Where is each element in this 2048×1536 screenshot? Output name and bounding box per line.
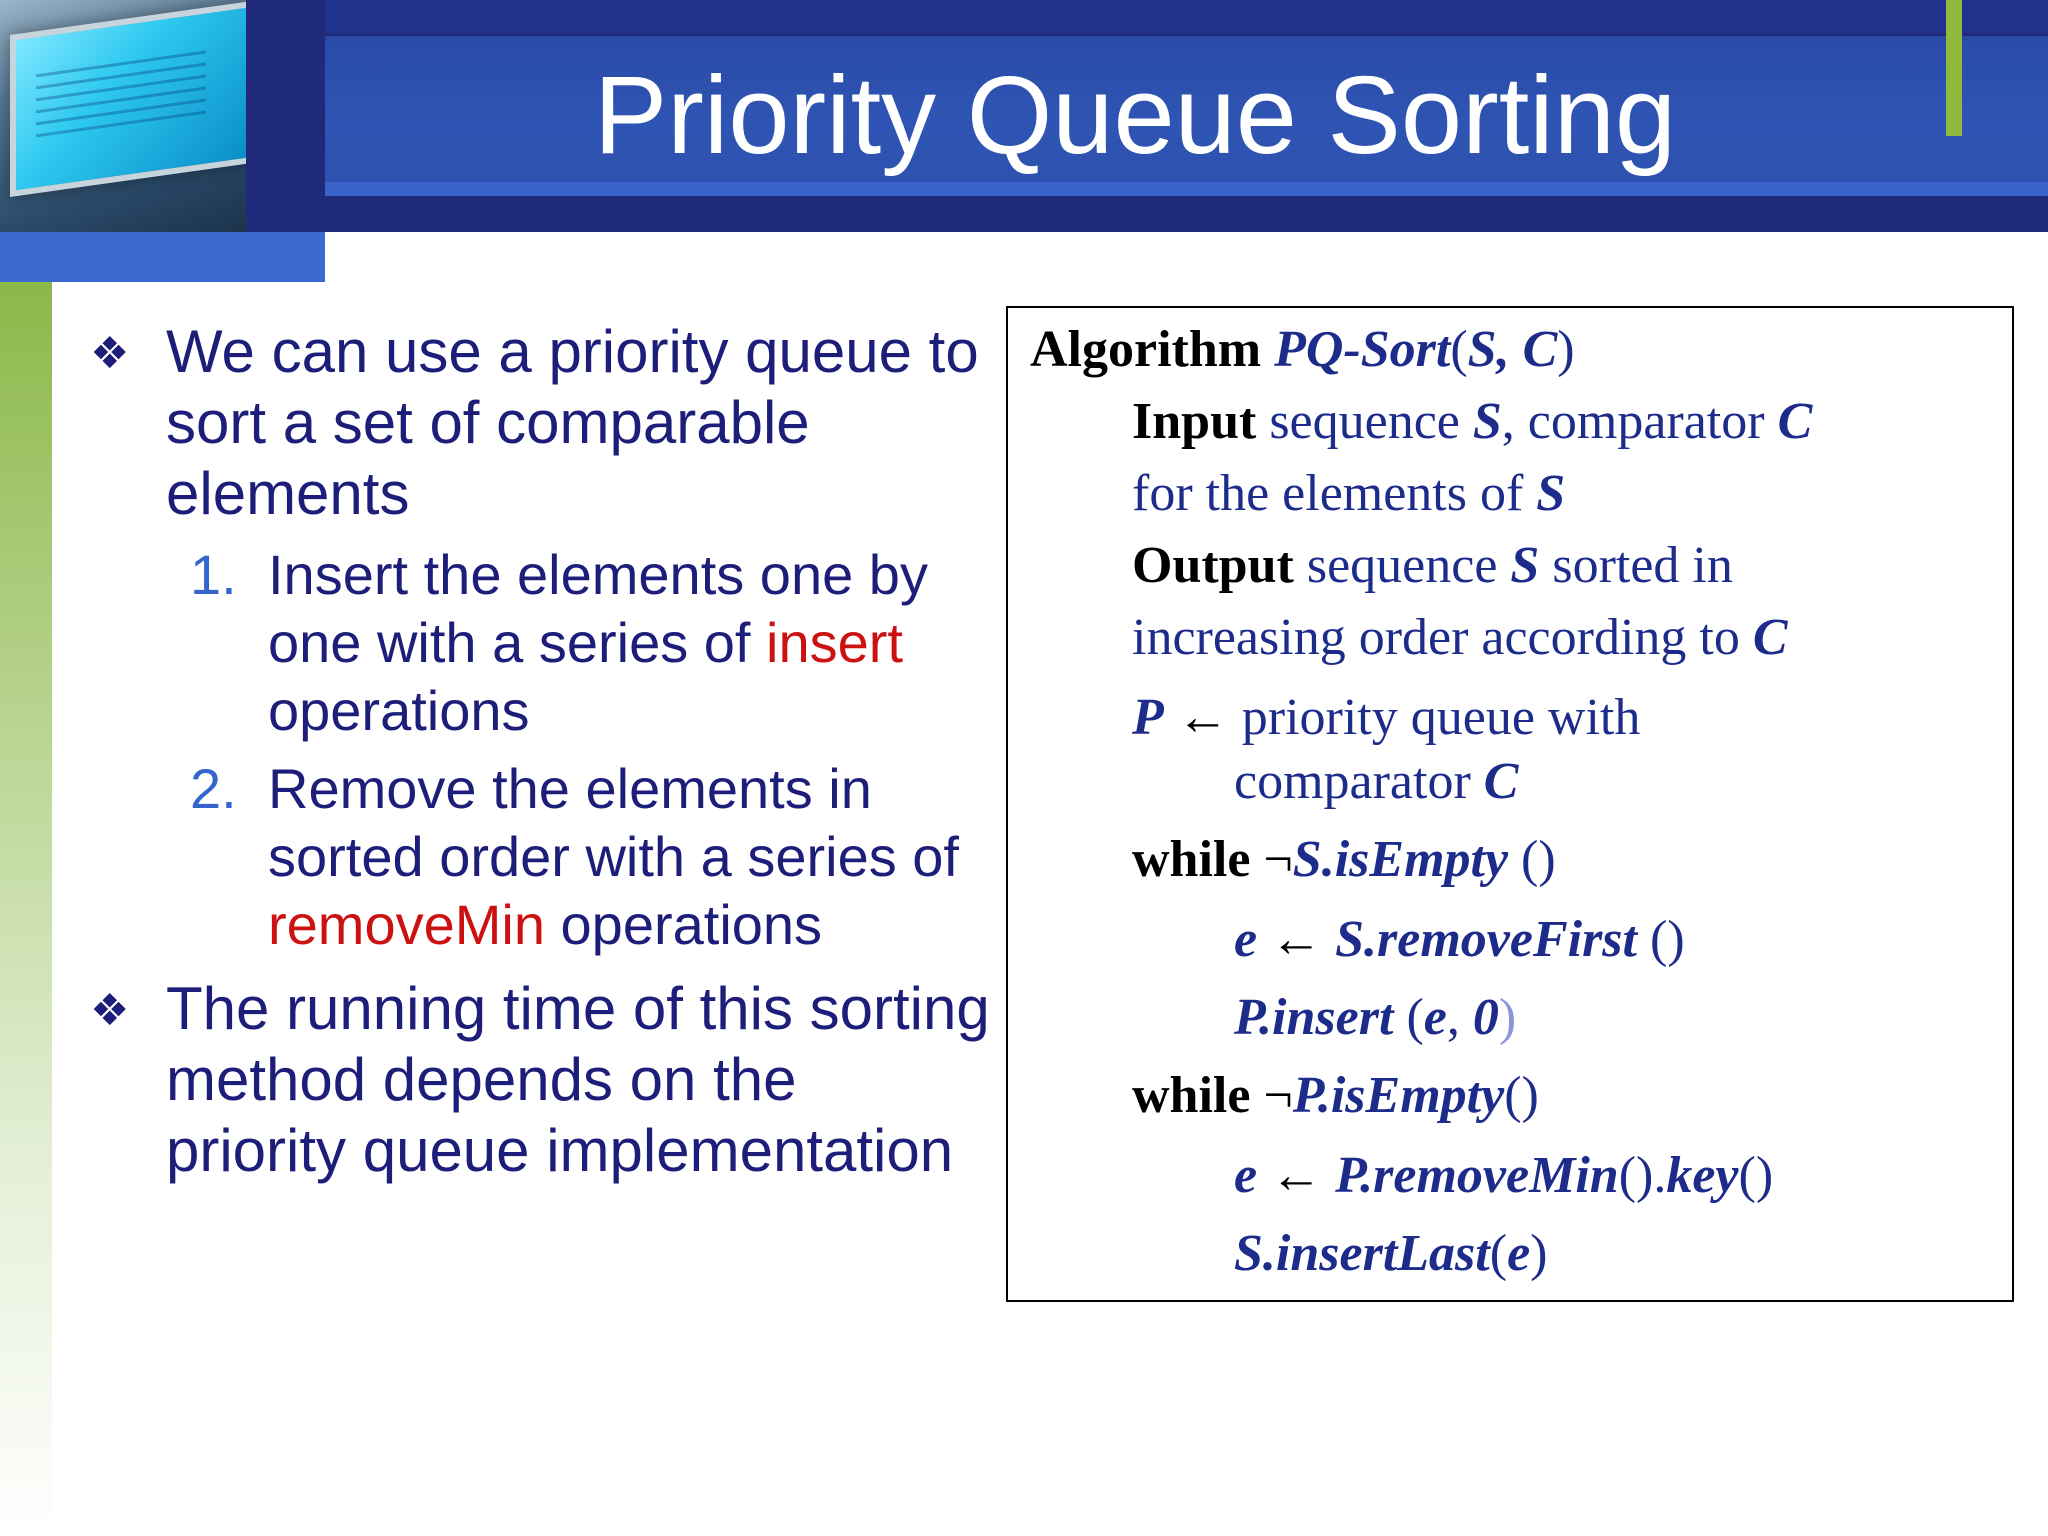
- step-item: [90, 541, 990, 745]
- paren: ().: [1618, 1147, 1667, 1204]
- bullet-text: The running time of this sorting method depends on the priority queue implementation: [166, 975, 990, 1184]
- numbered-steps: [90, 541, 990, 959]
- diamond-bullet-icon: ❖: [90, 985, 130, 1036]
- step-number: 2.: [190, 757, 237, 820]
- code-expr: S.isEmpty: [1292, 831, 1509, 888]
- pq-assign-line: [1132, 686, 1640, 750]
- output-line: [1132, 534, 1733, 598]
- remove-first-line: [1234, 908, 1685, 972]
- keyword-algorithm: Algorithm: [1030, 321, 1262, 378]
- step-text: Remove the elements in sorted order with a series of: [268, 757, 959, 888]
- keyword-output: Output: [1132, 537, 1294, 594]
- keyword-while: while: [1132, 1067, 1251, 1124]
- not-symbol: ¬: [1263, 1067, 1293, 1124]
- pq-assign-line-cont: [1234, 750, 1518, 814]
- paren: ): [1530, 1225, 1548, 1282]
- code-expr: S.insertLast: [1234, 1225, 1490, 1282]
- var-c: C: [1777, 393, 1813, 450]
- header-top-stripe: [325, 0, 2048, 33]
- var-c: C: [1752, 609, 1788, 666]
- var-e: e: [1234, 911, 1258, 968]
- left-gradient-stripe: [0, 282, 52, 1536]
- assign-arrow-icon: ←: [1270, 1147, 1323, 1204]
- step-number: 1.: [190, 543, 237, 606]
- assign-arrow-icon: ←: [1176, 689, 1229, 746]
- input-line: [1132, 390, 1812, 454]
- code-expr: P.removeMin: [1335, 1147, 1619, 1204]
- slide-title: Priority Queue Sorting: [593, 54, 1677, 177]
- code-expr: S.removeFirst: [1335, 911, 1637, 968]
- step-text-end: operations: [268, 679, 530, 742]
- paren: (): [1738, 1147, 1774, 1204]
- header-tab-accent: [0, 232, 325, 282]
- comma: ,: [1446, 989, 1473, 1046]
- monitor-screen-graphic: [10, 1, 252, 197]
- keyword-input: Input: [1132, 393, 1257, 450]
- var-e: e: [1234, 1147, 1258, 1204]
- var-s: S: [1472, 393, 1502, 450]
- code-expr: P.insert: [1234, 989, 1394, 1046]
- var-s: S: [1536, 465, 1566, 522]
- bullet-text: We can use a priority queue to sort a set of comparable elements: [166, 318, 979, 527]
- var-c: C: [1483, 753, 1519, 810]
- paren: (): [1637, 911, 1685, 968]
- paren: (: [1450, 321, 1468, 378]
- var-p: P: [1132, 689, 1164, 746]
- code-text: priority queue with: [1241, 689, 1641, 746]
- algorithm-box: [1006, 306, 2014, 1302]
- paren: (: [1489, 1225, 1508, 1282]
- step-highlight: removeMin: [268, 893, 545, 956]
- code-text: sorted in: [1552, 537, 1733, 594]
- step-text-end: operations: [560, 893, 823, 956]
- step-item: [90, 755, 990, 959]
- paren: ): [1498, 989, 1517, 1046]
- var-e: e: [1423, 989, 1447, 1046]
- while-line-2: [1132, 1064, 1539, 1128]
- insert-last-line: [1234, 1222, 1547, 1286]
- computer-monitor-image: [0, 0, 278, 232]
- paren: (): [1508, 831, 1556, 888]
- accent-green-bar: [1946, 0, 1962, 136]
- code-text: sequence: [1269, 393, 1460, 450]
- algorithm-name: PQ-Sort: [1274, 321, 1451, 378]
- diamond-bullet-icon: ❖: [90, 328, 130, 379]
- paren: (: [1393, 989, 1424, 1046]
- code-text: increasing order according to: [1132, 609, 1740, 666]
- code-value: 0: [1472, 989, 1499, 1046]
- while-line-1: [1132, 828, 1556, 892]
- keyword-while: while: [1132, 831, 1251, 888]
- code-text: for the elements of: [1132, 465, 1524, 522]
- bullet-item: [90, 316, 990, 529]
- bullet-list: [90, 316, 990, 1186]
- step-text: Insert the elements one by one with a series of: [268, 543, 928, 674]
- algorithm-header: [1030, 318, 1575, 382]
- output-line-cont: [1132, 606, 1788, 670]
- var-s: S: [1510, 537, 1540, 594]
- var-e: e: [1507, 1225, 1531, 1282]
- bullet-item: [90, 973, 990, 1186]
- pq-insert-line: [1234, 986, 1516, 1050]
- code-text: sequence: [1306, 537, 1498, 594]
- paren: ): [1557, 321, 1575, 378]
- paren: (): [1504, 1067, 1539, 1124]
- code-expr: key: [1666, 1147, 1739, 1204]
- code-text: comparator: [1234, 753, 1471, 810]
- algorithm-params: S, C: [1467, 321, 1558, 378]
- not-symbol: ¬: [1263, 831, 1293, 888]
- assign-arrow-icon: ←: [1270, 911, 1323, 968]
- code-text: , comparator: [1501, 393, 1765, 450]
- input-line-cont: [1132, 462, 1565, 526]
- remove-min-line: [1234, 1144, 1773, 1208]
- logo-frame: [246, 0, 278, 232]
- step-highlight: insert: [766, 611, 903, 674]
- code-expr: P.isEmpty: [1292, 1067, 1505, 1124]
